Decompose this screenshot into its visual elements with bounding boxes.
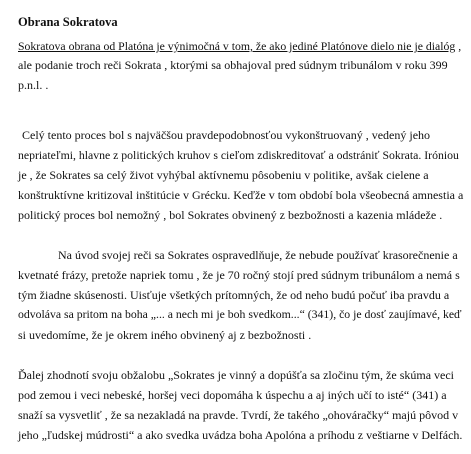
- paragraph-1-line-3: p.n.l. .: [18, 78, 49, 92]
- paragraph-1-line-2: ale podanie troch reči Sokrata , ktorými sa obhajoval pred súdnym tribunálom v roku 399: [18, 58, 448, 72]
- paragraph-3-line-3: tým žiadne skúsenosti. Uisťuje všetkých prítomných, že od neho budú počuť iba pravdu a: [18, 288, 450, 302]
- line-text: ,: [455, 40, 462, 53]
- paragraph-2-line-3: je , že Sokrates sa celý život vyhýbal aktívnemu pôsobeniu v politike, avšak cielene a: [18, 168, 429, 182]
- paragraph-3-line-4: odvoláva sa pritom na boha „... a nech mi je boh svedkom...“ (341), čo je dosť zaujímavé, keď: [18, 308, 462, 321]
- paragraph-3-line-2: kvetnaté frázy, pretože napriek tomu , že je 70 ročný stojí pred súdnym tribunálom a nemá s: [18, 268, 460, 282]
- paragraph-1-line-1: [18, 40, 461, 54]
- paragraph-2-line-5: politický proces bol nemožný , bol Sokrates obvinený z bezbožnosti a kazenia mládeže .: [18, 208, 443, 222]
- paragraph-2-line-1: Celý tento proces bol s najväčšou pravdepodobnosťou vykonštruovaný , vedený jeho: [22, 128, 431, 142]
- document-title: Obrana Sokratova: [18, 15, 118, 29]
- paragraph-4-line-3: snaží sa vysvetliť , že sa nezakladá na pravde. Tvrdí, že takého „ohováračky“ majú pôvod v: [18, 408, 459, 422]
- paragraph-4-line-4: jeho „ľudskej múdrosti“ a ako svedka uvádza boha Apolóna a príhodu z veštiarne v Delfách.: [18, 428, 463, 442]
- paragraph-3-line-1: Na úvod svojej reči sa Sokrates ospravedlňuje, že nebude používať krasorečnenie a: [58, 248, 458, 262]
- paragraph-4-line-1: Ďalej zhodnotí svoju obžalobu „Sokrates je vinný a dopúšťa sa zločinu tým, že skúma veci: [18, 368, 455, 382]
- underlined-text: Sokratova obrana od Platóna je výnimočná v tom, že ako jediné Platónove dielo nie je dialóg: [18, 40, 456, 53]
- paragraph-3-line-5: si uvedomíme, že je okrem iného obvinený aj z bezbožnosti .: [18, 328, 312, 342]
- paragraph-4-line-2: pod zemou i veci nebeské, horšej veci dopomáha k úspechu a aj iných učí to isté“ (341) a: [18, 388, 447, 402]
- paragraph-2-line-4: konštruktívne kritizoval inštitúcie v Grécku. Keďže v tom období bola všeobecná amnestia a: [18, 188, 464, 202]
- paragraph-2-line-2: nepriateľmi, hlavne z politických kruhov s cieľom zdiskreditovať a odstrániť Sokrata. Iróniou: [18, 149, 459, 162]
